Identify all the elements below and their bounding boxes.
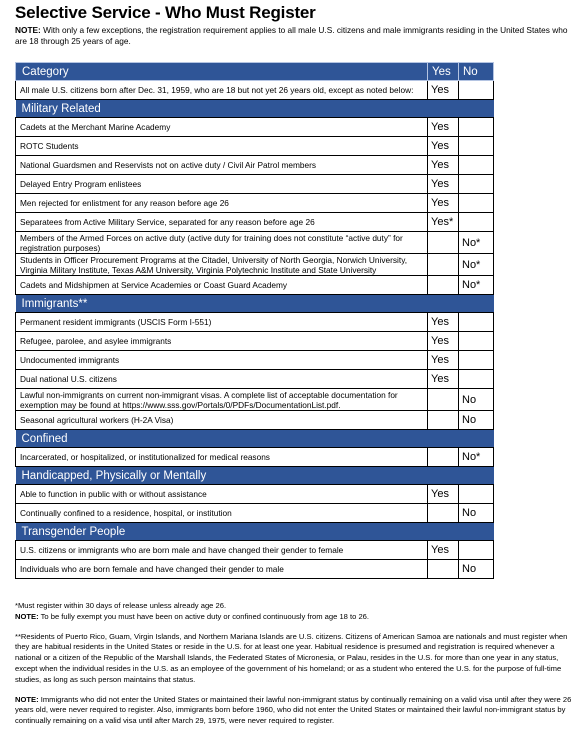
header-yes: Yes: [428, 63, 459, 81]
yes-cell: Yes: [428, 156, 459, 175]
category-cell: U.S. citizens or immigrants who are born male and have changed their gender to female: [16, 541, 428, 560]
no-cell: [459, 156, 494, 175]
category-cell: ROTC Students: [16, 137, 428, 156]
yes-cell: [428, 448, 459, 467]
table-header-row: [16, 63, 494, 81]
yes-cell: [428, 254, 459, 276]
category-cell: National Guardsmen and Reservists not on active duty / Civil Air Patrol members: [16, 156, 428, 175]
table-row: [16, 448, 494, 467]
category-cell: Dual national U.S. citizens: [16, 370, 428, 389]
no-cell: [459, 137, 494, 156]
note-2-label: NOTE:: [15, 694, 39, 704]
no-cell: [459, 370, 494, 389]
yes-cell: Yes: [428, 81, 459, 100]
table-row: [16, 411, 494, 430]
yes-cell: Yes: [428, 118, 459, 137]
intro-note-label: NOTE:: [15, 25, 41, 35]
table-row: [16, 541, 494, 560]
no-cell: [459, 175, 494, 194]
category-cell: Cadets at the Merchant Marine Academy: [16, 118, 428, 137]
intro-note: [15, 25, 573, 47]
section-header-row: [16, 295, 494, 313]
no-cell: [459, 118, 494, 137]
no-cell: [459, 485, 494, 504]
table-row: [16, 504, 494, 523]
footnote-asterisk: *Must register within 30 days of release unless already age 26.: [15, 601, 227, 610]
note-1-text: To be fully exempt you must have been on active duty or confined continuously from age 18 to 26.: [38, 611, 370, 621]
section-title: Handicapped, Physically or Mentally: [16, 467, 494, 485]
footnote-note-2: [15, 695, 573, 727]
category-cell: Lawful non-immigrants on current non-immigrant visas. A complete list of acceptable documentation for exemption may be found at https://www.sss.gov/Portals/0/PDFs/DocumentationList.pdf.: [16, 389, 428, 411]
yes-cell: [428, 504, 459, 523]
category-cell: Students in Officer Procurement Programs at the Citadel, University of North Georgia, Norwich University, Virginia Military Institute, Texas A&M University, Virginia Polytechnic Institute and State University: [16, 254, 428, 276]
yes-cell: [428, 276, 459, 295]
no-cell: No*: [459, 254, 494, 276]
page-title: Selective Service - Who Must Register: [15, 3, 316, 22]
note-1-label: NOTE:: [15, 611, 39, 621]
category-cell: Permanent resident immigrants (USCIS Form I-551): [16, 313, 428, 332]
section-title: Immigrants**: [16, 295, 494, 313]
table-row: [16, 560, 494, 579]
yes-cell: Yes: [428, 351, 459, 370]
category-cell: Members of the Armed Forces on active duty (active duty for training does not constitute “active duty” for registration purposes): [16, 232, 428, 254]
yes-cell: Yes: [428, 137, 459, 156]
no-cell: No*: [459, 232, 494, 254]
category-cell: Individuals who are born female and have changed their gender to male: [16, 560, 428, 579]
section-title: Military Related: [16, 100, 494, 118]
no-cell: No*: [459, 448, 494, 467]
category-cell: Separatees from Active Military Service, separated for any reason before age 26: [16, 213, 428, 232]
yes-cell: Yes: [428, 485, 459, 504]
category-cell: All male U.S. citizens born after Dec. 31, 1959, who are 18 but not yet 26 years old, except as noted below:: [16, 81, 428, 100]
table-row: [16, 332, 494, 351]
table-row: [16, 313, 494, 332]
footnote-note-1: [15, 612, 573, 623]
yes-cell: Yes: [428, 370, 459, 389]
section-title: Confined: [16, 430, 494, 448]
table-row: [16, 370, 494, 389]
header-category: Category: [16, 63, 428, 81]
table-row: [16, 194, 494, 213]
category-cell: Continually confined to a residence, hospital, or institution: [16, 504, 428, 523]
no-cell: No*: [459, 276, 494, 295]
no-cell: [459, 541, 494, 560]
no-cell: No: [459, 411, 494, 430]
category-cell: Refugee, parolee, and asylee immigrants: [16, 332, 428, 351]
no-cell: [459, 81, 494, 100]
yes-cell: [428, 560, 459, 579]
yes-cell: Yes: [428, 313, 459, 332]
category-cell: Delayed Entry Program enlistees: [16, 175, 428, 194]
table-row: [16, 175, 494, 194]
table-row: [16, 81, 494, 100]
table-row: [16, 156, 494, 175]
table-row: [16, 276, 494, 295]
footnotes: [15, 601, 573, 727]
footnote-double-asterisk: **Residents of Puerto Rico, Guam, Virgin Islands, and Northern Mariana Islands are U.S. citizens. Citizens of American Samoa are nationals and must register when they are habitual residents in the United States or reside in the U.S. for at least one year. Habitual residence is presumed and registration is required whenever a national or a citizen of the Republic of the Marshall Islands, the Federated States of Micronesia, or Palau, resides in the U.S. for more than one year in any status, except when the individual resides in the U.S. as an employee of the government of his homeland; or as a student who entered the U.S. for the purpose of full-time studies, as long as such person maintains that status.: [15, 631, 568, 684]
yes-cell: [428, 232, 459, 254]
table-row: [16, 351, 494, 370]
section-header-row: [16, 100, 494, 118]
yes-cell: Yes: [428, 332, 459, 351]
category-cell: Incarcerated, or hospitalized, or institutionalized for medical reasons: [16, 448, 428, 467]
table-row: [16, 389, 494, 411]
no-cell: No: [459, 504, 494, 523]
no-cell: [459, 213, 494, 232]
note-2-text: Immigrants who did not enter the United States or maintained their lawful non-immigrant status by continually remaining on a valid visa until after they were 26 years old, were never required to register. Also, immigrants born before 1960, who did not enter the United States or maintained their lawful non-immigrant status by continually remaining on a valid visa until after March 29, 1975, were never required to register.: [15, 694, 572, 726]
yes-cell: Yes: [428, 541, 459, 560]
yes-cell: Yes: [428, 194, 459, 213]
no-cell: [459, 194, 494, 213]
category-cell: Men rejected for enlistment for any reason before age 26: [16, 194, 428, 213]
yes-cell: Yes: [428, 175, 459, 194]
no-cell: No: [459, 389, 494, 411]
no-cell: [459, 313, 494, 332]
table-row: [16, 118, 494, 137]
header-no: No: [459, 63, 494, 81]
section-header-row: [16, 467, 494, 485]
yes-cell: [428, 411, 459, 430]
no-cell: [459, 332, 494, 351]
table-row: [16, 137, 494, 156]
category-cell: Seasonal agricultural workers (H-2A Visa): [16, 411, 428, 430]
no-cell: No: [459, 560, 494, 579]
table-row: [16, 485, 494, 504]
table-row: [16, 232, 494, 254]
registration-table: [15, 62, 494, 579]
yes-cell: Yes*: [428, 213, 459, 232]
section-header-row: [16, 523, 494, 541]
category-cell: Cadets and Midshipmen at Service Academies or Coast Guard Academy: [16, 276, 428, 295]
table-row: [16, 213, 494, 232]
yes-cell: [428, 389, 459, 411]
no-cell: [459, 351, 494, 370]
section-header-row: [16, 430, 494, 448]
category-cell: Able to function in public with or without assistance: [16, 485, 428, 504]
section-title: Transgender People: [16, 523, 494, 541]
intro-note-text: With only a few exceptions, the registration requirement applies to all male U.S. citizens and male immigrants residing in the United States who are 18 through 25 years of age.: [15, 25, 568, 46]
category-cell: Undocumented immigrants: [16, 351, 428, 370]
table-row: [16, 254, 494, 276]
